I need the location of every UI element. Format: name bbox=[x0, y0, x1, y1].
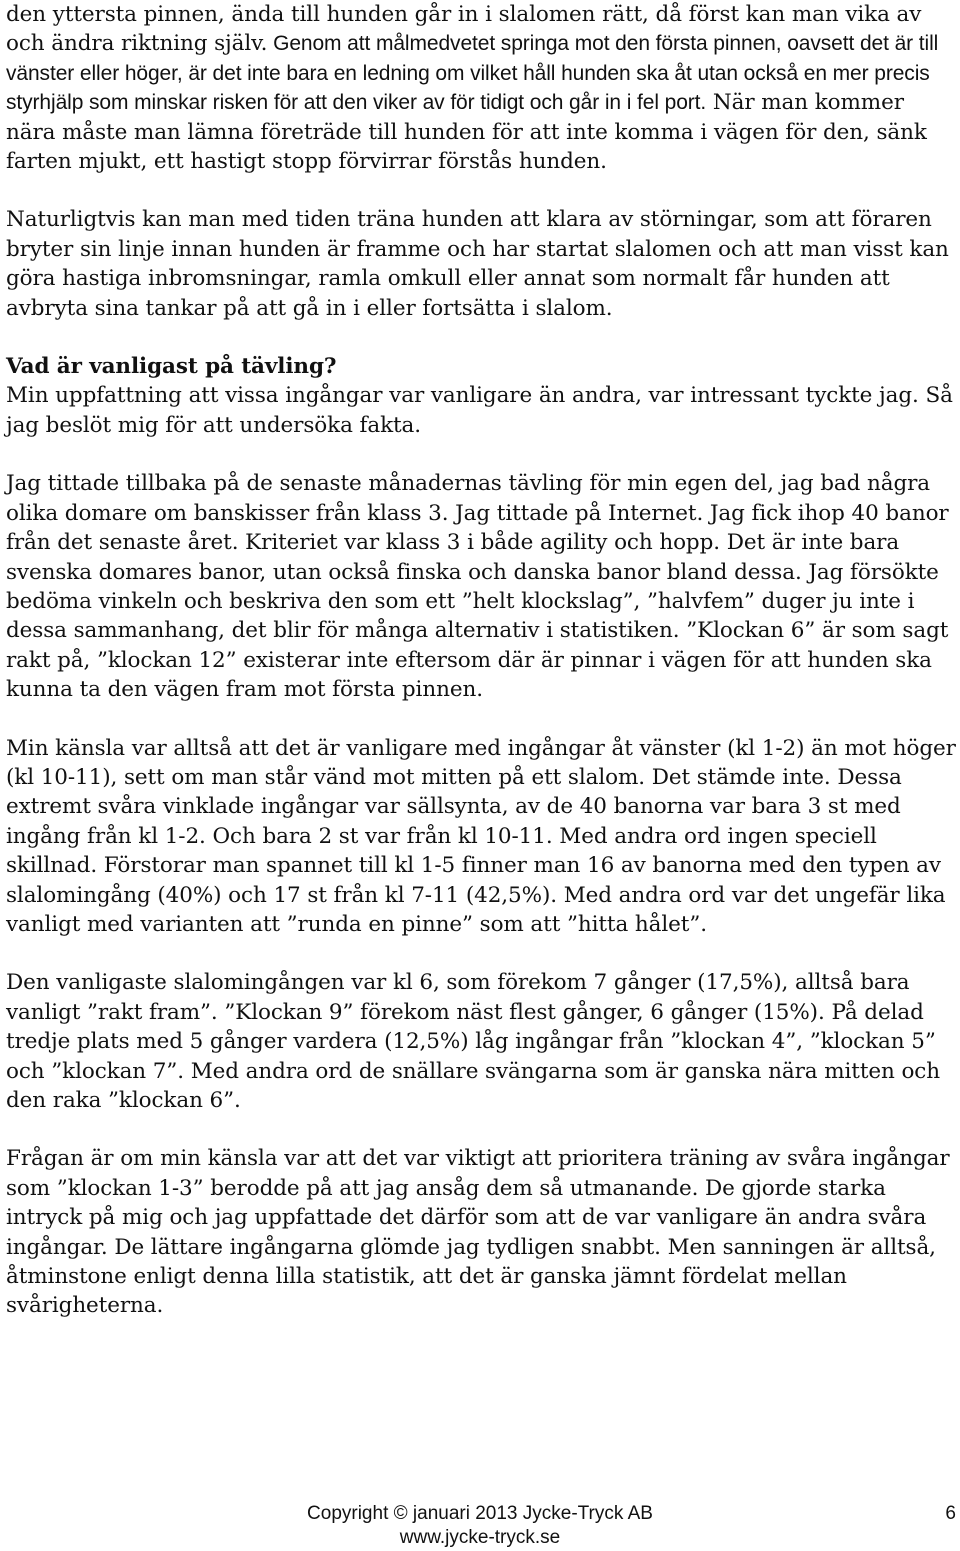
document-body bbox=[6, 0, 956, 1321]
copyright-notice: Copyright © januari 2013 Jycke-Tryck AB bbox=[307, 1503, 653, 1524]
paragraph-opinion: Min uppfattning att vissa ingångar var vanligare än andra, var intressant tyckte jag. Så jag beslöt mig för att undersöka fakta. bbox=[6, 383, 953, 438]
paragraph-findings: Min känsla var alltså att det är vanligare med ingångar åt vänster (kl 1-2) än mot höger (kl 10-11), sett om man står vänd mot mitten på ett slalom. Det stämde inte. Dessa extremt svåra vinklade ingångar var sällsynta, av de 40 banorna var bara 3 st med ingång från kl 1-2. Och bara 2 st var från kl 10-11. Med andra ord ingen speciell skillnad. Förstorar man spannet till kl 1-5 finner man 16 av banorna med den typen av slalomingång (40%) och 17 st från kl 7-11 (42,5%). Med andra ord var det ungefär lika vanligt med varianten att ”runda en pinne” som att ”hitta hålet”. bbox=[6, 735, 956, 937]
paragraph-text: Genom att målmedvetet springa mot den första pinnen, oavsett det är till vänster eller höger, är det inte bara en ledning om vilket håll hunden ska åt utan också en mer precis styrhjälp som minskar risken för att den viker av för tidigt och går in i fel port. bbox=[6, 32, 939, 115]
paragraph-slalom-entry bbox=[6, 0, 956, 176]
paragraph-disturbances: Naturligtvis kan man med tiden träna hunden att klara av störningar, som att föraren bryter sin linje innan hunden är framme och har startat slalomen och att man visst kan göra hastiga inbromsningar, ramla omkull eller annat som normalt får hunden att avbryta sina tankar på att gå in i eller fortsätta i slalom. bbox=[6, 207, 949, 321]
page-number: 6 bbox=[945, 1503, 956, 1524]
website-link[interactable]: www.jycke-tryck.se bbox=[399, 1527, 561, 1548]
paragraph-text: den yttersta pinnen, ända till hunden går in i slalomen rätt, då först kan man vika av och ändra riktning själv. bbox=[6, 2, 922, 57]
paragraph-conclusion: Frågan är om min känsla var att det var viktigt att prioritera träning av svåra ingångar som ”klockan 1-3” berodde på att jag ansåg dem så utmanande. De gjorde starka intryck på mig och jag uppfattade det därför som att de var vanligare än andra svåra ingångar. De lättare ingångarna glömde jag tydligen snabbt. Men sanningen är alltså, åtminstone enligt denna lilla statistik, att det är ganska jämnt fördelat mellan svårigheterna. bbox=[6, 1146, 950, 1319]
page-footer bbox=[0, 1499, 960, 1551]
paragraph-method: Jag tittade tillbaka på de senaste månadernas tävling för min egen del, jag bad några olika domare om banskisser från klass 3. Jag tittade på Internet. Jag fick ihop 40 banor från det senaste året. Kriteriet var klass 3 i både agility och hopp. Det är inte bara svenska domares banor, utan också finska och danska banor bland dessa. Jag försökte bedöma vinkeln och beskriva den som ett ”helt klockslag”, ”halvfem” duger ju inte i dessa sammanhang, det blir för många alternativ i statistiken. ”Klockan 6” är som sagt rakt på, ”klockan 12” existerar inte eftersom där är pinnar i vägen för att hunden ska kunna ta den vägen fram mot första pinnen. bbox=[6, 471, 949, 703]
section-heading: Vad är vanligast på tävling? bbox=[6, 354, 337, 380]
paragraph-most-common: Den vanligaste slalomingången var kl 6, som förekom 7 gånger (17,5%), alltså bara vanligt ”rakt fram”. ”Klockan 9” förekom näst flest gånger, 6 gånger (15%). På delad tredje plats med 5 gånger vardera (12,5%) låg ingångar från ”klockan 4”, ”klockan 5” och ”klockan 7”. Med andra ord de snällare svängarna som är ganska nära mitten och den raka ”klockan 6”. bbox=[6, 970, 941, 1113]
paragraph-text: När man kommer nära måste man lämna företräde till hunden för att inte komma i vägen för den, sänk farten mjukt, ett hastigt stopp förvirrar förstås hunden. bbox=[6, 90, 927, 175]
